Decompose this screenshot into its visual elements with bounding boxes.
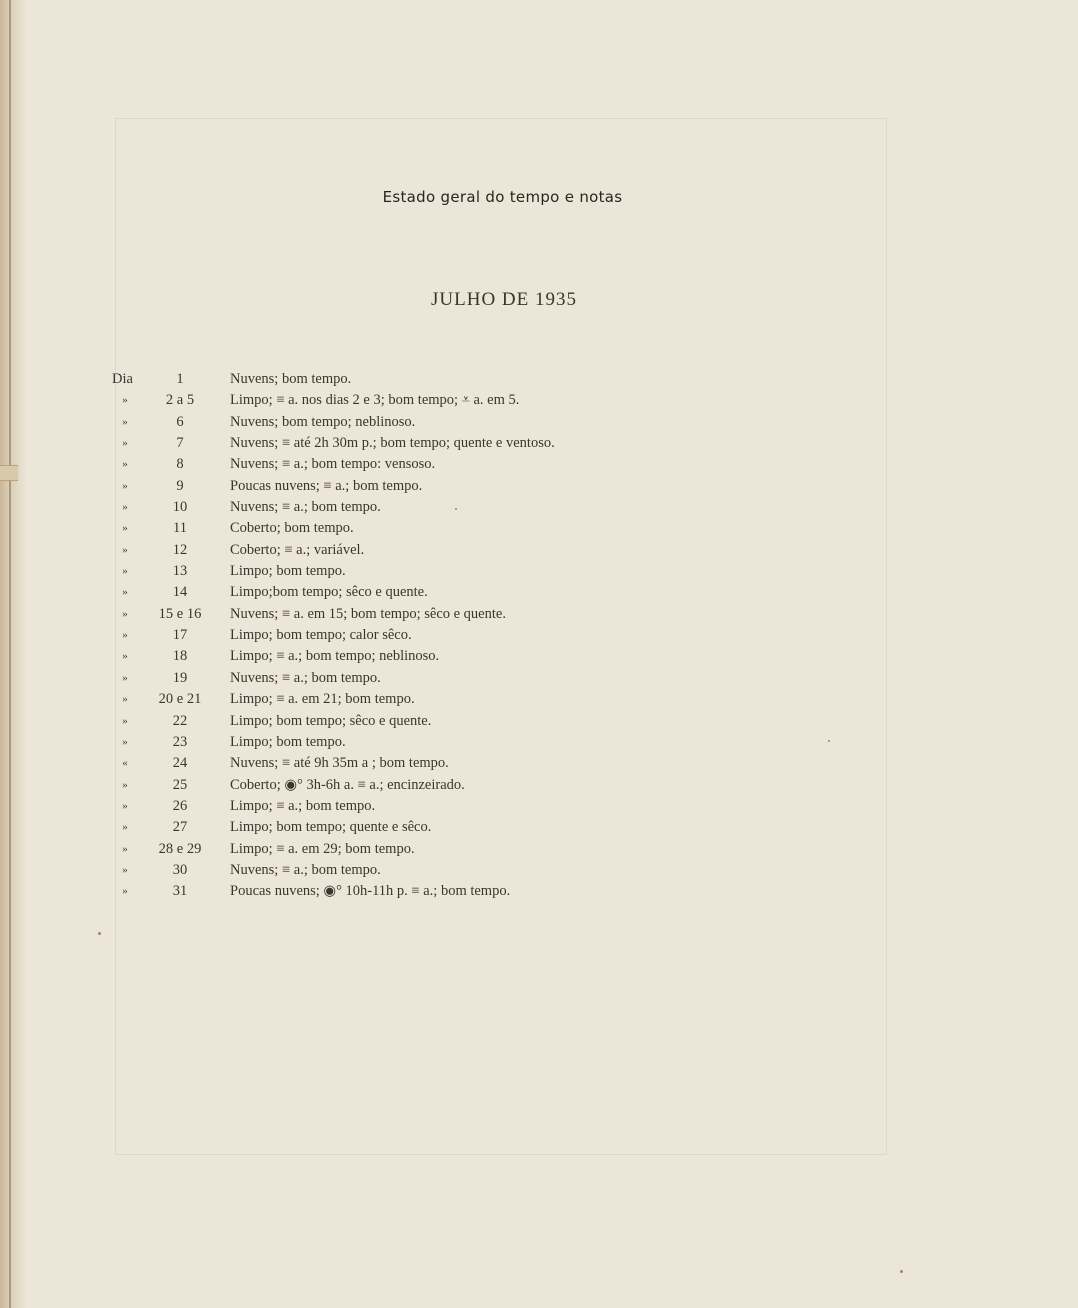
day-cell: 30 — [172, 861, 188, 878]
day-cell: 19 — [172, 669, 188, 686]
note-cell: Nuvens; ≡ a. em 15; bom tempo; sêco e quente. — [230, 605, 506, 622]
ditto-mark: » — [122, 501, 128, 514]
paper-speck — [455, 508, 457, 510]
table-row — [112, 732, 812, 753]
ditto-mark: » — [122, 885, 128, 898]
table-row — [112, 582, 812, 603]
note-cell: Limpo; ≡ a. em 21; bom tempo. — [230, 691, 415, 708]
ditto-mark: « — [122, 757, 128, 770]
table-row — [112, 625, 812, 646]
ditto-mark: » — [122, 394, 128, 407]
day-cell: 6 — [176, 413, 184, 430]
ditto-mark: » — [122, 735, 128, 748]
ditto-mark: » — [122, 799, 128, 812]
note-cell: Limpo; bom tempo. — [230, 733, 346, 750]
note-cell: Limpo; ≡ a.; bom tempo. — [230, 797, 376, 814]
table-row — [112, 817, 812, 838]
ditto-mark: » — [122, 437, 128, 450]
note-cell: Limpo; ≡ a. nos dias 2 e 3; bom tempo; ⩡ a. em 5. — [230, 392, 520, 409]
ditto-mark: » — [122, 693, 128, 706]
note-cell: Nuvens; ≡ a.; bom tempo. — [230, 669, 381, 686]
table-row — [112, 390, 812, 411]
table-row — [112, 689, 812, 710]
day-cell: 14 — [172, 584, 188, 601]
note-cell: Coberto; ≡ a.; variável. — [230, 541, 365, 558]
table-row — [112, 646, 812, 667]
note-cell: Nuvens; bom tempo; neblinoso. — [230, 413, 416, 430]
month-title: JULHO DE 1935 — [431, 289, 577, 310]
table-row — [112, 881, 812, 902]
day-cell: 17 — [172, 627, 188, 644]
ditto-mark: » — [122, 479, 128, 492]
ditto-mark: » — [122, 607, 128, 620]
ditto-mark: » — [122, 863, 128, 876]
note-cell: Limpo; bom tempo; calor sêco. — [230, 627, 412, 644]
day-cell: 23 — [172, 733, 188, 750]
table-row — [112, 412, 812, 433]
paper-speck — [900, 1270, 903, 1273]
note-cell: Coberto; ◉° 3h-6h a. ≡ a.; encinzeirado. — [230, 776, 465, 793]
day-cell: 22 — [172, 712, 188, 729]
table-row — [112, 433, 812, 454]
day-cell: 9 — [176, 477, 184, 494]
ditto-mark: » — [122, 586, 128, 599]
ditto-mark: » — [122, 415, 128, 428]
day-cell: 24 — [172, 755, 188, 772]
day-cell: 28 e 29 — [158, 840, 202, 857]
ditto-mark: » — [122, 629, 128, 642]
table-row — [112, 454, 812, 475]
note-cell: Nuvens; ≡ a.; bom tempo. — [230, 499, 381, 516]
day-cell: 10 — [172, 499, 188, 516]
ditto-mark: » — [122, 714, 128, 727]
note-cell: Limpo; bom tempo; quente e sêco. — [230, 819, 432, 836]
day-cell: 8 — [176, 456, 184, 473]
note-cell: Limpo; bom tempo; sêco e quente. — [230, 712, 432, 729]
ditto-mark: » — [122, 821, 128, 834]
note-cell: Poucas nuvens; ≡ a.; bom tempo. — [230, 477, 423, 494]
day-cell: 2 a 5 — [165, 392, 195, 409]
table-row — [112, 839, 812, 860]
day-cell: 7 — [176, 435, 184, 452]
page-notch — [0, 465, 18, 481]
table-row — [112, 540, 812, 561]
table-row — [112, 476, 812, 497]
table-row — [112, 369, 812, 390]
table-row — [112, 711, 812, 732]
day-cell: 13 — [172, 563, 188, 580]
day-cell: 11 — [173, 520, 187, 537]
table-row — [112, 604, 812, 625]
day-cell: 27 — [172, 819, 188, 836]
note-cell: Nuvens; ≡ a.; bom tempo. — [230, 861, 381, 878]
ditto-mark: » — [122, 671, 128, 684]
table-row — [112, 753, 812, 774]
day-cell: 26 — [172, 797, 188, 814]
ditto-mark: » — [122, 842, 128, 855]
note-cell: Limpo;bom tempo; sêco e quente. — [230, 584, 428, 601]
day-cell: 1 — [176, 371, 184, 387]
day-cell: 18 — [172, 648, 188, 665]
row-label: Dia — [112, 371, 133, 387]
ditto-mark: » — [122, 778, 128, 791]
weather-notes-table — [112, 369, 812, 903]
table-row — [112, 561, 812, 582]
day-cell: 20 e 21 — [158, 691, 202, 708]
day-cell: 15 e 16 — [158, 605, 202, 622]
table-row — [112, 775, 812, 796]
day-cell: 31 — [172, 883, 188, 900]
note-cell: Nuvens; bom tempo. — [230, 371, 352, 387]
note-cell: Nuvens; ≡ a.; bom tempo: vensoso. — [230, 456, 436, 473]
paper-speck — [98, 932, 101, 935]
day-cell: 25 — [172, 776, 188, 793]
note-cell: Nuvens; ≡ até 9h 35m a ; bom tempo. — [230, 755, 449, 772]
day-cell: 12 — [172, 541, 188, 558]
table-row — [112, 518, 812, 539]
table-row — [112, 796, 812, 817]
section-title: Estado geral do tempo e notas — [382, 188, 623, 206]
note-cell: Limpo; ≡ a.; bom tempo; neblinoso. — [230, 648, 440, 665]
ditto-mark: » — [122, 458, 128, 471]
ditto-mark: » — [122, 565, 128, 578]
ditto-mark: » — [122, 650, 128, 663]
note-cell: Limpo; ≡ a. em 29; bom tempo. — [230, 840, 415, 857]
table-row — [112, 497, 812, 518]
table-row — [112, 668, 812, 689]
table-row — [112, 860, 812, 881]
ditto-mark: » — [122, 543, 128, 556]
note-cell: Coberto; bom tempo. — [230, 520, 354, 537]
ditto-mark: » — [122, 522, 128, 535]
paper-speck — [828, 740, 830, 742]
note-cell: Poucas nuvens; ◉° 10h-11h p. ≡ a.; bom tempo. — [230, 883, 511, 900]
note-cell: Limpo; bom tempo. — [230, 563, 346, 580]
note-cell: Nuvens; ≡ até 2h 30m p.; bom tempo; quente e ventoso. — [230, 435, 555, 452]
